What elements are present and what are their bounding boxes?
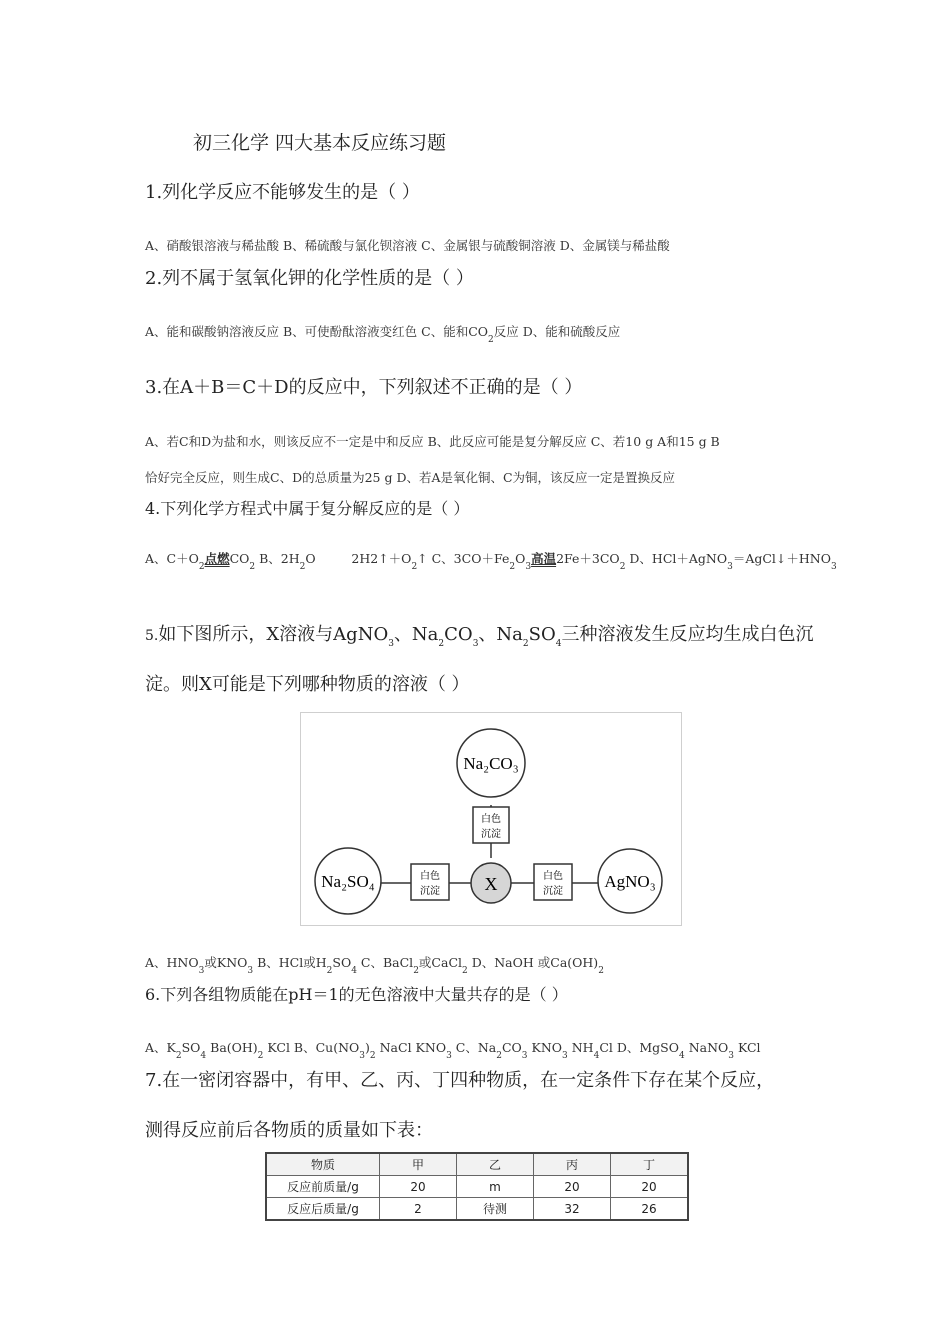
question-3-options-line2: 恰好完全反应，则生成C、D的总质量为25 g D、若A是氧化铜、C为铜，该反应一定是置换反应 <box>145 470 676 485</box>
table-header-cell: 物质 <box>266 1153 380 1176</box>
table-header-cell: 丁 <box>611 1153 689 1176</box>
question-4-options: A、$C+O_2$点燃$CO_2$ B、$2H_2O$ $2H2↑+O_2↑$ C、$3CO+Fe_2O_3$高温$2Fe+3CO_2$ D、$HCl+AgNO_3=AgCl↓+HNO_3$ <box>145 551 837 572</box>
table-row <box>266 1153 688 1176</box>
table-header-cell: 丙 <box>534 1153 611 1176</box>
precipitate-box-left-line2: 沉淀 <box>420 886 440 897</box>
condition-high-temp: 高温 <box>531 551 557 566</box>
table-cell: 待测 <box>457 1198 534 1221</box>
table-cell: 32 <box>534 1198 611 1221</box>
na2so4-label: Na₂SO₄ <box>321 872 375 891</box>
precipitate-box-top-line2: 沉淀 <box>481 829 501 840</box>
question-5-stem-line1: 5.如下图所示，X溶液与AgNO$_3$、$Na_2CO_3$、$Na_2SO_4$三种溶液发生反应均生成白色沉 <box>145 624 814 649</box>
reaction-diagram <box>300 712 682 926</box>
condition-ignite: 点燃 <box>204 551 230 566</box>
precipitate-box-right-line1: 白色 <box>543 871 563 882</box>
question-5-stem-line2: 淀。则X可能是下列哪种物质的溶液（ ） <box>145 674 470 695</box>
table-row <box>266 1198 688 1221</box>
question-3-stem: 3.在A＋B＝C＋D的反应中，下列叙述不正确的是（ ） <box>145 377 583 398</box>
precipitate-box-right-line2: 沉淀 <box>543 886 563 897</box>
question-7-stem-line1: 7.在一密闭容器中，有甲、乙、丙、丁四种物质，在一定条件下存在某个反应， <box>145 1070 775 1091</box>
table-cell: m <box>457 1176 534 1198</box>
reaction-diagram-svg <box>301 713 681 925</box>
table-cell: 20 <box>380 1176 457 1198</box>
mass-table <box>265 1152 689 1221</box>
page-title: 初三化学 四大基本反应练习题 <box>193 132 447 154</box>
na2co3-label: Na₂CO₃ <box>463 754 519 773</box>
question-1-stem: 1.列化学反应不能够发生的是（ ） <box>145 182 420 203</box>
table-header-cell: 乙 <box>457 1153 534 1176</box>
table-header-cell: 甲 <box>380 1153 457 1176</box>
x-label: X <box>484 874 498 894</box>
question-1-options: A、硝酸银溶液与稀盐酸 B、稀硫酸与氯化钡溶液 C、金属银与硫酸铜溶液 D、金属镁与稀盐酸 <box>145 238 670 253</box>
table-row <box>266 1176 688 1198</box>
question-3-options-line1: A、若C和D为盐和水，则该反应不一定是中和反应 B、此反应可能是复分解反应 C、若10 g A和15 g B <box>145 434 720 449</box>
precipitate-box-left-line1: 白色 <box>420 871 440 882</box>
question-6-stem: 6.下列各组物质能在pH＝1的无色溶液中大量共存的是（ ） <box>145 985 568 1004</box>
question-4-stem: 4.下列化学方程式中属于复分解反应的是（ ） <box>145 499 470 518</box>
question-2-options: A、能和碳酸钠溶液反应 B、可使酚酞溶液变红色 C、能和$CO_2$反应 D、能和硫酸反应 <box>145 324 621 345</box>
table-cell: 反应后质量/g <box>266 1198 380 1221</box>
table-cell: 反应前质量/g <box>266 1176 380 1198</box>
agno3-label: AgNO₃ <box>604 872 656 891</box>
table-cell: 20 <box>611 1176 689 1198</box>
table-cell: 26 <box>611 1198 689 1221</box>
table-cell: 20 <box>534 1176 611 1198</box>
question-6-options: A、$K_2SO_4$ $Ba(OH)_2$ KCl B、$Cu(NO_3)_2$ NaCl $KNO_3$ C、$Na_2CO_3$ $KNO_3$ $NH_4Cl$ D、MgSO$_4$ NaNO$_3$ KCl <box>145 1040 761 1061</box>
question-7-stem-line2: 测得反应前后各物质的质量如下表： <box>145 1120 433 1141</box>
question-5-options: A、$HNO_3$或$KNO_3$ B、HCl或$H_2SO_4$ C、BaCl$_2$或CaCl$_2$ D、NaOH 或$Ca(OH)_2$ <box>145 955 604 976</box>
precipitate-box-top-line1: 白色 <box>481 814 501 825</box>
table-cell: 2 <box>380 1198 457 1221</box>
question-2-stem: 2.列不属于氢氧化钾的化学性质的是（ ） <box>145 268 474 289</box>
